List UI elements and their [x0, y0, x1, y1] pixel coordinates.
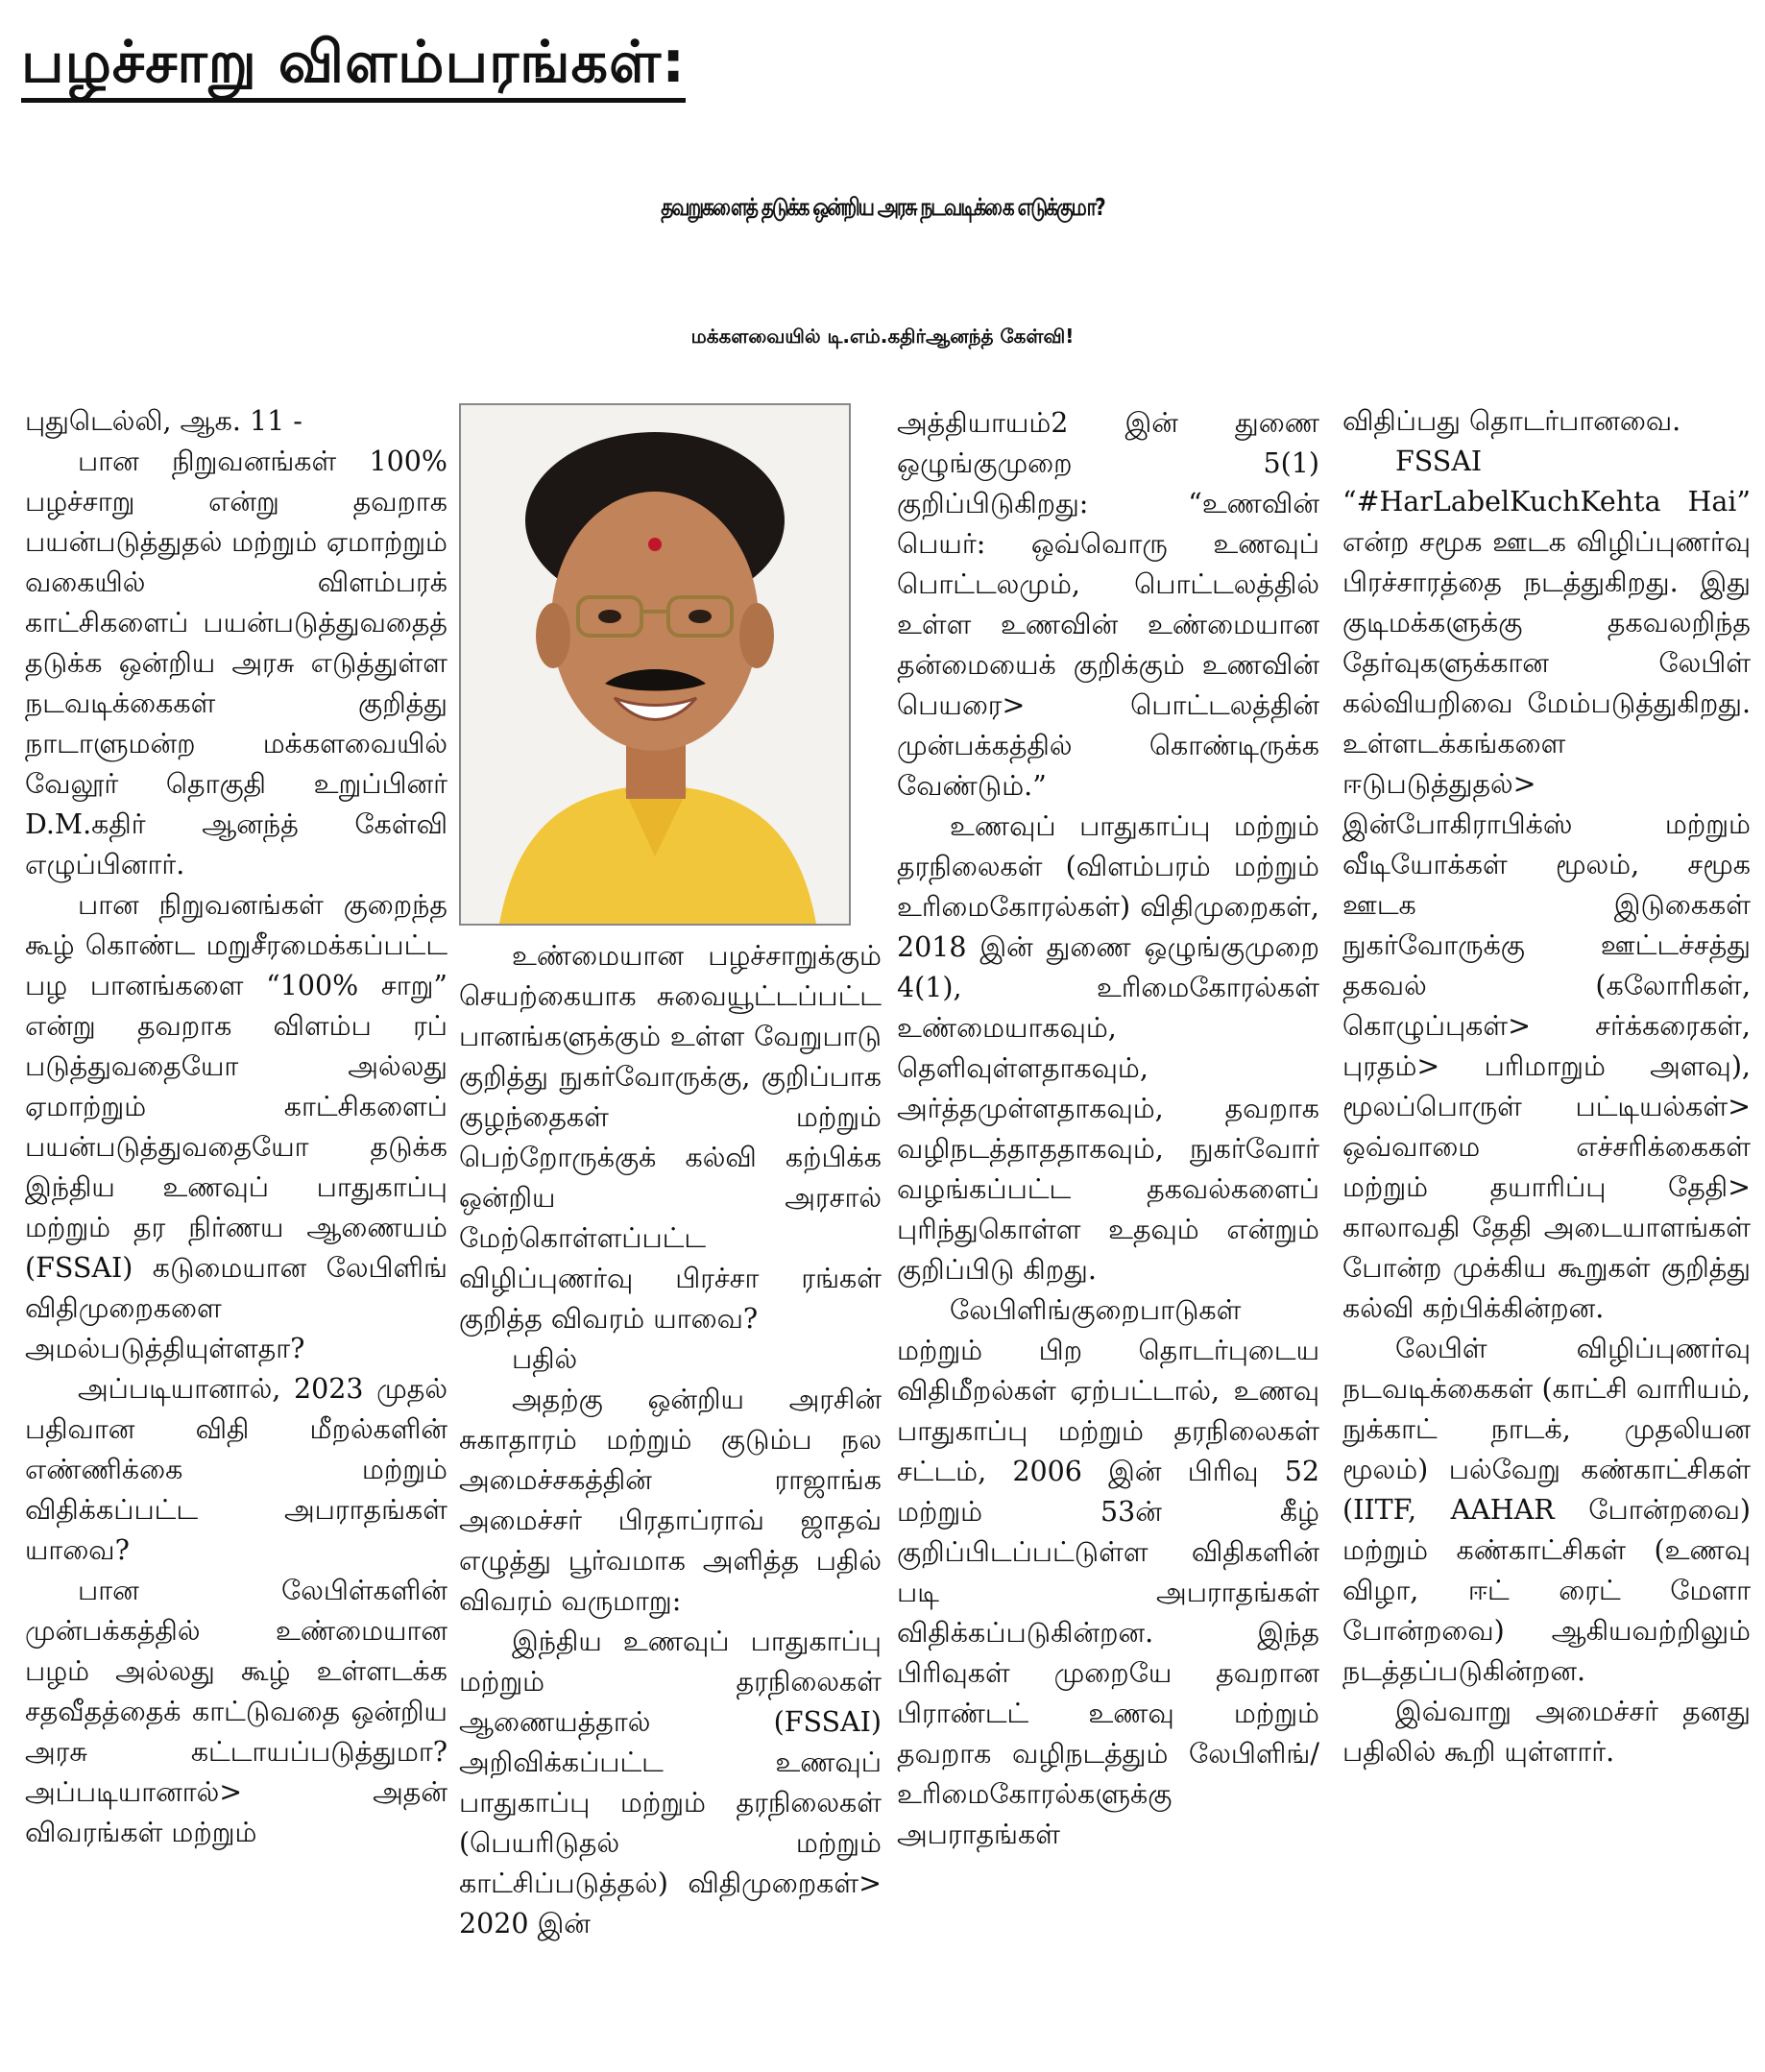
column-3 [897, 403, 1319, 2064]
paragraph: பான நிறுவனங்கள் குறைந்த கூழ் கொண்ட மறுசீரமைக்கப்பட்ட பழ பானங்களை “100% சாறு” என்று தவறாக விளம்ப ரப் படுத்துவதையோ அல்லது ஏமாற்றும் காட்சிகளைப் பயன்படுத்துவதையோ தடுக்க இந்திய உணவுப் பாதுகாப்பு மற்றும் தர நிர்ணய ஆணையம் (FSSAI) கடுமையான லேபிளிங் விதிமுறைகளை அமல்படுத்தியுள்ளதா? [25, 889, 447, 1364]
column-2 [459, 936, 882, 2062]
answer-heading: பதில் [512, 1343, 578, 1375]
paragraph: விதிப்பது தொடர்பானவை. [1342, 405, 1681, 437]
paragraph: அதற்கு ஒன்றிய அரசின் சுகாதாரம் மற்றும் குடும்ப நல அமைச்சகத்தின் ராஜாங்க அமைச்சர் பிரதாப்ராவ் ஜாதவ் எழுத்து பூர்வமாக அளித்த பதில் விவரம் வருமாறு: [459, 1384, 882, 1617]
paragraph: பான லேபிள்களின் முன்பக்கத்தில் உண்மையான பழம் அல்லது கூழ் உள்ளடக்க சதவீதத்தைக் காட்டுவதை ஒன்றிய அரசு கட்டாயப்படுத்துமா? அப்படியானால்> அதன் விவரங்கள் மற்றும் [25, 1575, 447, 1848]
portrait-illustration [461, 405, 849, 924]
paragraph: FSSAI “#HarLabelKuchKehta Hai” என்ற சமூக ஊடக விழிப்புணர்வு பிரச்சாரத்தை நடத்துகிறது. இது குடிமக்களுக்கு தகவலறிந்த தேர்வுகளுக்கான லேபிள் கல்வியறிவை மேம்படுத்துகிறது. உள்ளடக்கங்களை ஈடுபடுத்துதல்> இன்போகிராபிக்ஸ் மற்றும் வீடியோக்கள் மூலம், சமூக ஊடக இடுகைகள் நுகர்வோருக்கு ஊட்டச்சத்து தகவல் (கலோரிகள், கொழுப்புகள்> சர்க்கரைகள், புரதம்> பரிமாறும் அளவு), மூலப்பொருள் பட்டியல்கள்> ஒவ்வாமை எச்சரிக்கைகள் மற்றும் தயாரிப்பு தேதி> காலாவதி தேதி அடையாளங்கள் போன்ற முக்கிய கூறுகள் குறித்து கல்வி கற்பிக்கின்றன. [1342, 446, 1751, 1324]
headline: தவறுகளைத் தடுக்க ஒன்றிய அரசு நடவடிக்கை எடுக்குமா? [661, 192, 1104, 221]
column-1 [25, 401, 447, 2062]
subheadline: மக்களவையில் டி.எம்.கதிர்ஆனந்த் கேள்வி! [690, 325, 1075, 348]
paragraph: உணவுப் பாதுகாப்பு மற்றும் தரநிலைகள் (விளம்பரம் மற்றும் உரிமைகோரல்கள்) விதிமுறைகள், 2018 இன் துணை ஒழுங்குமுறை 4(1), உரிமைகோரல்கள் உண்மையாகவும், தெளிவுள்ளதாகவும், அர்த்தமுள்ளதாகவும், தவறாக வழிநடத்தாததாகவும், நுகர்வோர் வழங்கப்பட்ட தகவல்களைப் புரிந்துகொள்ள உதவும் என்றும் குறிப்பிடு கிறது. [897, 810, 1319, 1286]
column-4 [1342, 401, 1751, 2062]
paragraph: இவ்வாறு அமைச்சர் தனது பதிலில் கூறி யுள்ளார். [1342, 1696, 1751, 1768]
portrait-photo [459, 403, 851, 926]
dateline: புதுடெல்லி, ஆக. 11 - [25, 405, 302, 437]
paragraph: அத்தியாயம்2 இன் துணை ஒழுங்குமுறை 5(1) குறிப்பிடுகிறது: “உணவின் பெயர்: ஒவ்வொரு உணவுப் பொட்டலமும், பொட்டலத்தில் உள்ள உணவின் உண்மையான தன்மையைக் குறிக்கும் உணவின் பெயரை> பொட்டலத்தின் முன்பக்கத்தில் கொண்டிருக்க வேண்டும்.” [897, 407, 1319, 802]
paragraph: பான நிறுவனங்கள் 100% பழச்சாறு என்று தவறாக பயன்படுத்துதல் மற்றும் ஏமாற்றும் வகையில் விளம்பரக் காட்சிகளைப் பயன்படுத்துவதைத் தடுக்க ஒன்றிய அரசு எடுத்துள்ள நடவடிக்கைகள் குறித்து நாடாளுமன்ற மக்களவையில் வேலூர் தொகுதி உறுப்பினர் D.M.கதிர் ஆனந்த் கேள்வி எழுப்பினார். [25, 446, 447, 880]
paragraph: இந்திய உணவுப் பாதுகாப்பு மற்றும் தரநிலைகள் ஆணையத்தால் (FSSAI) அறிவிக்கப்பட்ட உணவுப் பாதுகாப்பு மற்றும் தரநிலைகள் (பெயரிடுதல் மற்றும் காட்சிப்படுத்தல்) விதிமுறைகள்> 2020 இன் [459, 1626, 882, 1939]
kicker: பழச்சாறு விளம்பரங்கள்: [21, 29, 686, 103]
paragraph: அப்படியானால், 2023 முதல் பதிவான விதி மீறல்களின் எண்ணிக்கை மற்றும் விதிக்கப்பட்ட அபராதங்கள் யாவை? [25, 1373, 447, 1566]
paragraph: லேபிள் விழிப்புணர்வு நடவடிக்கைகள் (காட்சி வாரியம், நுக்காட் நாடக், முதலியன மூலம்) பல்வேறு கண்காட்சிகள் (IITF, AAHAR போன்றவை) மற்றும் கண்காட்சிகள் (உணவு விழா, ஈட் ரைட் மேளா போன்றவை) ஆகியவற்றிலும் நடத்தப்படுகின்றன. [1342, 1333, 1751, 1687]
paragraph: லேபிளிங்குறைபாடுகள் மற்றும் பிற தொடர்புடைய விதிமீறல்கள் ஏற்பட்டால், உணவு பாதுகாப்பு மற்றும் தரநிலைகள் சட்டம், 2006 இன் பிரிவு 52 மற்றும் 53ன் கீழ் குறிப்பிடப்பட்டுள்ள விதிகளின் படி அபராதங்கள் விதிக்கப்படுகின்றன. இந்த பிரிவுகள் முறையே தவறான பிராண்டட் உணவு மற்றும் தவறாக வழிநடத்தும் லேபிளிங்/உரிமைகோரல்களுக்கு அபராதங்கள் [897, 1294, 1319, 1850]
paragraph: உண்மையான பழச்சாறுக்கும் செயற்கையாக சுவையூட்டப்பட்ட பானங்களுக்கும் உள்ள வேறுபாடு குறித்து நுகர்வோருக்கு, குறிப்பாக குழந்தைகள் மற்றும் பெற்றோருக்குக் கல்வி கற்பிக்க ஒன்றிய அரசால் மேற்கொள்ளப்பட்ட விழிப்புணர்வு பிரச்சா ரங்கள் குறித்த விவரம் யாவை? [459, 940, 882, 1335]
